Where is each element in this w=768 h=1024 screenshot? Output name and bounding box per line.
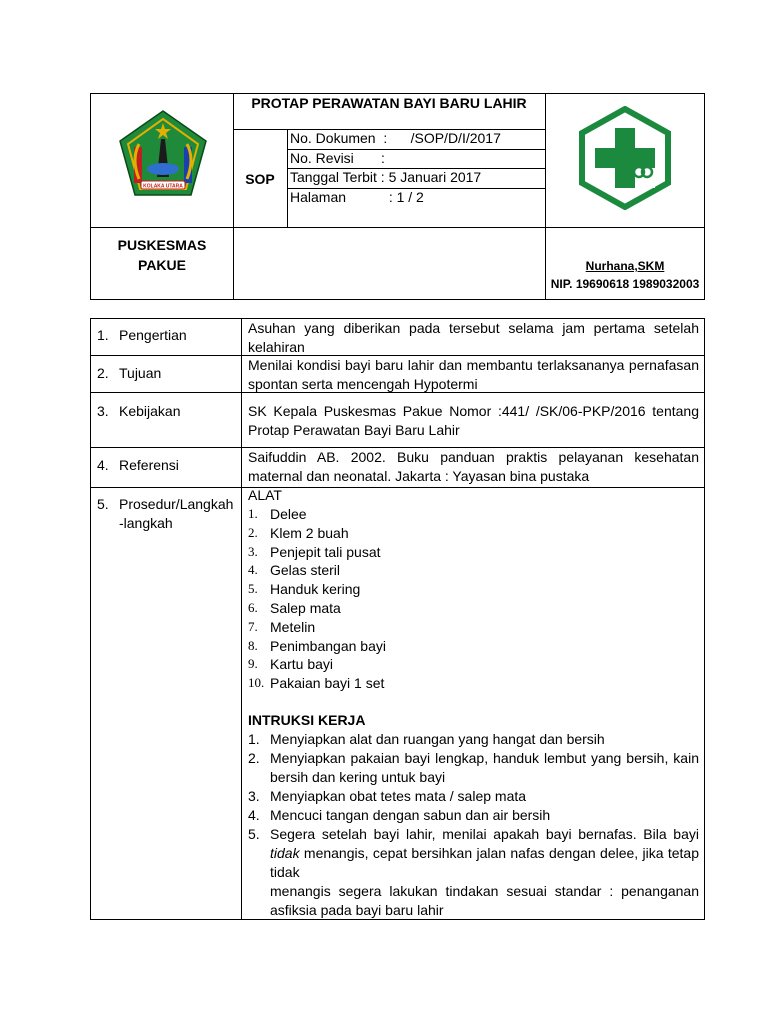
header-table — [90, 93, 705, 300]
list-item: 2. Menyiapkan pakaian bayi lengkap, handuk lembut yang bersih, kain bersih dan kering untuk bayi — [248, 749, 699, 785]
section-text-kebijakan: SK Kepala Puskesmas Pakue Nomor :441/ /SK/06-PKP/2016 tentang Protap Perawatan Bayi Baru Lahir — [248, 403, 699, 438]
list-item: 4. Gelas steril — [248, 562, 341, 579]
sop-label: SOP — [245, 171, 275, 187]
revision-number: No. Revisi : — [290, 150, 385, 166]
content-table — [90, 318, 705, 920]
issue-date: Tanggal Terbit : 5 Januari 2017 — [290, 169, 482, 185]
list-item: 1. Delee — [248, 506, 307, 522]
list-item: 4. Mencuci tangan dengan sabun dan air bersih — [248, 806, 551, 823]
instruksi-heading: INTRUKSI KERJA — [248, 711, 366, 728]
section-text-pengertian: Asuhan yang diberikan pada tersebut selama jam pertama setelah kelahiran — [248, 320, 699, 355]
logo-banner-text: KOLAKA UTARA — [143, 183, 183, 190]
list-item: 1. Menyiapkan alat dan ruangan yang hangat dan bersih — [248, 730, 605, 747]
org-line-1: PUSKESMAS — [117, 237, 207, 253]
alat-list — [248, 505, 699, 693]
list-item: 8. Penimbangan bayi — [248, 637, 386, 654]
section-label-tujuan: 2. Tujuan — [97, 365, 162, 381]
section-text-tujuan: Menilai kondisi bayi baru lahir dan membantu terlaksananya pernafasan spontan serta mencengah Hypotermi — [248, 357, 699, 392]
organization-name — [91, 235, 233, 275]
list-item: 3. Penjepit tali pusat — [248, 543, 381, 560]
list-item: 10. Pakaian bayi 1 set — [248, 675, 385, 692]
list-item: 3. Menyiapkan obat tetes mata / salep mata — [248, 787, 527, 804]
list-item: 2. Klem 2 buah — [248, 524, 349, 541]
list-item: 6. Salep mata — [248, 599, 341, 616]
regency-emblem-icon — [117, 109, 209, 199]
section-label-pengertian: 1. Pengertian — [97, 327, 187, 343]
list-item: 7. Metelin — [248, 618, 316, 635]
section-label-kebijakan: 3. Kebijakan — [97, 403, 181, 419]
document-title: PROTAP PERAWATAN BAYI BARU LAHIR — [251, 95, 527, 111]
page-count: Halaman : 1 / 2 — [290, 189, 424, 205]
signer-nip: NIP. 19690618 1989032003 — [550, 277, 700, 291]
org-line-2: PAKUE — [138, 257, 186, 273]
alat-heading: ALAT — [248, 487, 282, 503]
section-label-referensi: 4. Referensi — [97, 457, 179, 473]
signer-name: Nurhana,SKM — [585, 259, 665, 273]
list-item: 5. Handuk kering — [248, 581, 361, 598]
section-text-referensi: Saifuddin AB. 2002. Buku panduan praktis pelayanan kesehatan maternal dan neonatal. Jakarta : Yayasan bina pustaka — [248, 449, 699, 484]
list-item: 5. Segera setelah bayi lahir, menilai apakah bayi bernafas. Bila bayi tidak menangis, cepat bersihkan jalan nafas dengan delee, jika tetap tidak menangis segera lakukan tindakan sesuai standar : penanganan asfiksia pada bayi baru lahir — [248, 825, 699, 918]
doc-number: No. Dokumen : /SOP/D/I/2017 — [290, 130, 501, 146]
list-item: 9. Kartu bayi — [248, 656, 334, 673]
section-content-prosedur — [248, 486, 699, 920]
puskesmas-cross-icon — [577, 106, 673, 210]
instruksi-list — [248, 730, 699, 920]
puskesmas-logo — [577, 106, 673, 210]
section-label-prosedur: 5. Prosedur/Langkah -langkah — [97, 496, 234, 531]
regency-logo — [117, 109, 209, 199]
